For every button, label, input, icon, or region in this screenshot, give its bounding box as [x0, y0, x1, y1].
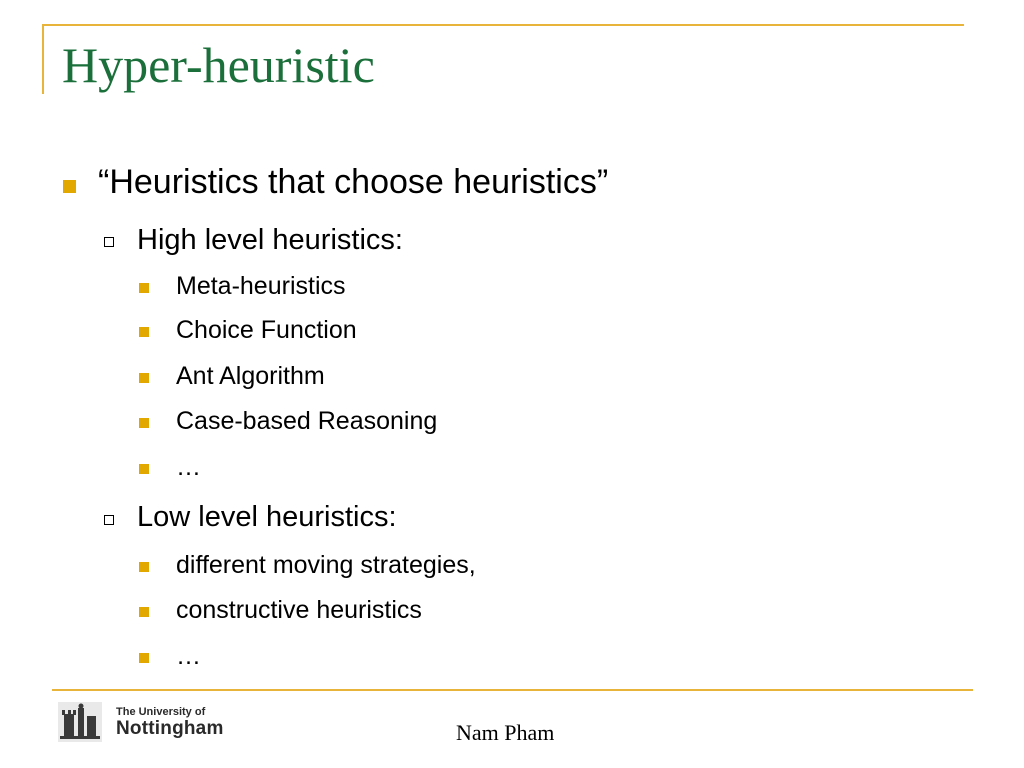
- small-filled-square-bullet-icon: [139, 464, 149, 474]
- bullet-item: Choice Function: [176, 316, 357, 344]
- footer-rule: [52, 689, 973, 691]
- hollow-square-bullet-icon: [104, 237, 114, 247]
- small-filled-square-bullet-icon: [139, 607, 149, 617]
- small-filled-square-bullet-icon: [139, 653, 149, 663]
- bullet-item: constructive heuristics: [176, 596, 422, 624]
- small-filled-square-bullet-icon: [139, 373, 149, 383]
- bullet-item: …: [176, 642, 201, 670]
- small-filled-square-bullet-icon: [139, 283, 149, 293]
- bullet-item: …: [176, 453, 201, 481]
- bullet-item: “Heuristics that choose heuristics”: [98, 163, 609, 201]
- bullet-item: Meta-heuristics: [176, 272, 346, 300]
- hollow-square-bullet-icon: [104, 515, 114, 525]
- university-crest-icon: [58, 702, 102, 742]
- title-frame-left-rule: [42, 24, 44, 94]
- university-logo: [54, 700, 239, 746]
- bullet-item: Ant Algorithm: [176, 362, 325, 390]
- filled-square-bullet-icon: [63, 180, 76, 193]
- small-filled-square-bullet-icon: [139, 562, 149, 572]
- small-filled-square-bullet-icon: [139, 418, 149, 428]
- slide-title: Hyper-heuristic: [62, 37, 375, 93]
- bullet-item: Case-based Reasoning: [176, 407, 438, 435]
- footer-author: Nam Pham: [456, 720, 555, 745]
- bullet-item: Low level heuristics:: [137, 501, 397, 533]
- bullet-item: High level heuristics:: [137, 224, 403, 256]
- bullet-item: different moving strategies,: [176, 551, 476, 579]
- logo-text-line1: The University of: [116, 706, 206, 718]
- small-filled-square-bullet-icon: [139, 327, 149, 337]
- title-frame-top-rule: [42, 24, 964, 26]
- logo-text-line2: Nottingham: [116, 718, 224, 739]
